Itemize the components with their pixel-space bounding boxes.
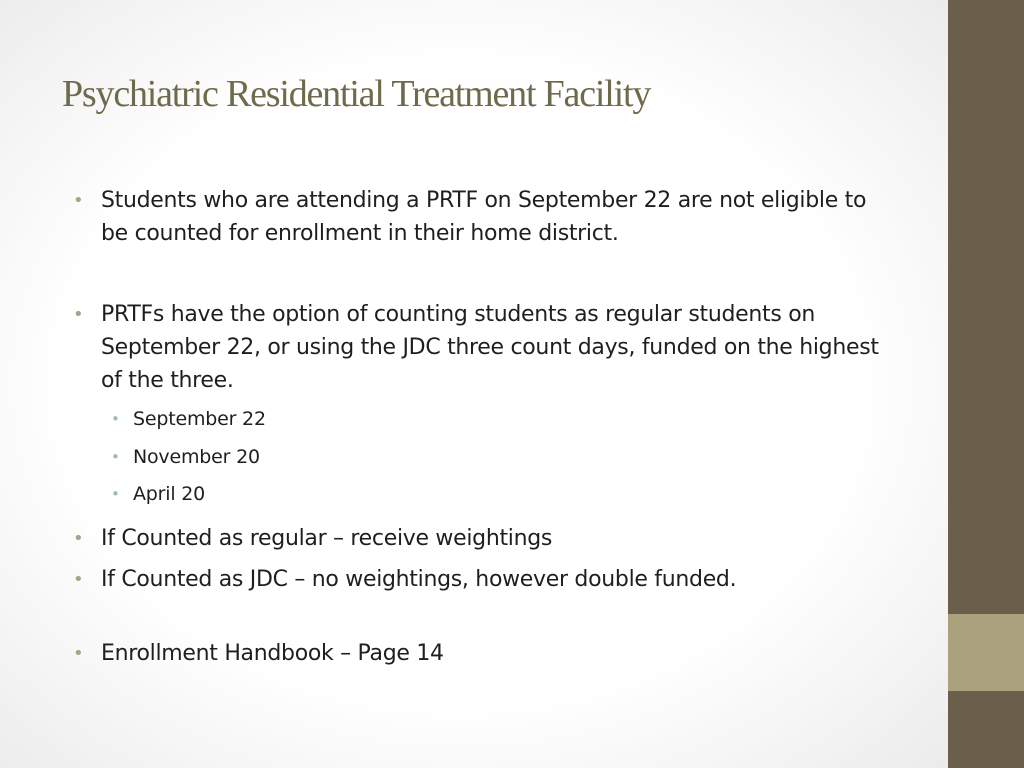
sub-bullet-list (101, 401, 892, 514)
sidebar-accent-block (948, 614, 1024, 691)
bullet-item (72, 298, 892, 514)
bullet-item: • Enrollment Handbook – Page 14 (72, 637, 892, 670)
bullet-item: • Students who are attending a PRTF on September 22 are not eligible to be counted for enrollment in their home district. (72, 184, 892, 250)
slide-title: Psychiatric Residential Treatment Facility (62, 73, 651, 115)
sub-bullet-item: • November 20 (104, 439, 892, 477)
sub-bullet-item: • April 20 (104, 476, 892, 514)
bullet-item: • If Counted as JDC – no weightings, however double funded. (72, 563, 892, 596)
bullet-text: PRTFs have the option of counting students as regular students on September 22, or using the JDC three count days, funded on the highest of the three. (101, 302, 879, 393)
sub-bullet-item: • September 22 (104, 401, 892, 439)
bullet-list (72, 184, 892, 670)
decorative-sidebar (948, 0, 1024, 768)
bullet-item: • If Counted as regular – receive weightings (72, 522, 892, 555)
